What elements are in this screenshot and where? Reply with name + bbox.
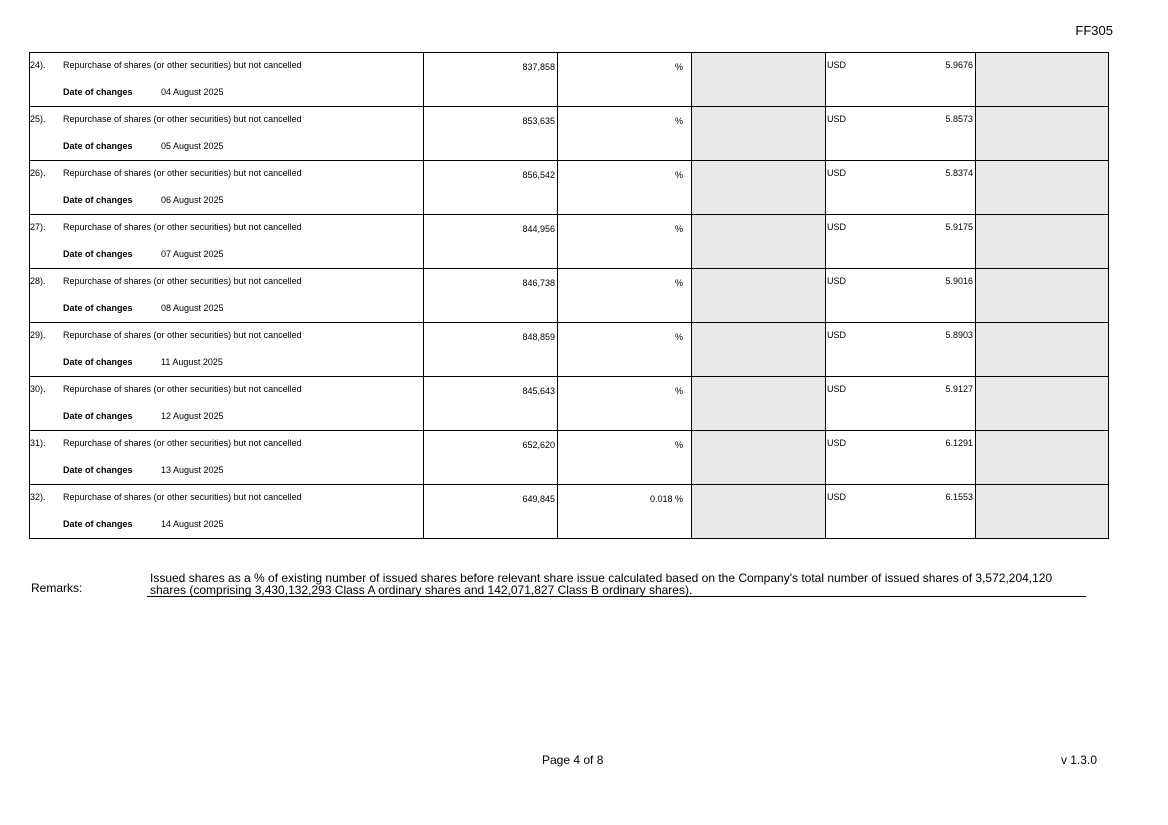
- price-value: 5.9175: [945, 222, 973, 232]
- currency-value: USD: [827, 114, 847, 124]
- percentage-value: %: [674, 224, 683, 234]
- percentage-cell: [558, 323, 692, 377]
- price-cell: [826, 269, 976, 323]
- remarks-label: Remarks:: [31, 581, 83, 595]
- shares-value: 846,738: [522, 278, 555, 288]
- description-cell: [30, 269, 424, 323]
- shares-value: 837,858: [522, 62, 555, 72]
- row-number: 32).: [30, 492, 46, 502]
- date-of-changes-value: 07 August 2025: [161, 249, 224, 259]
- currency-value: USD: [827, 384, 847, 394]
- price-cell: [826, 107, 976, 161]
- table-row: [30, 53, 1109, 107]
- date-of-changes-label: Date of changes: [63, 249, 133, 259]
- shares-cell: [424, 161, 558, 215]
- row-description: Repurchase of shares (or other securities) but not cancelled: [63, 276, 302, 286]
- description-cell: [30, 161, 424, 215]
- row-number: 27).: [30, 222, 46, 232]
- shaded-cell: [976, 53, 1109, 107]
- price-cell: [826, 215, 976, 269]
- share-changes-table: [29, 52, 1109, 539]
- date-of-changes-label: Date of changes: [63, 411, 133, 421]
- shaded-cell: [692, 107, 826, 161]
- form-code: FF305: [1075, 23, 1113, 38]
- shaded-cell: [976, 485, 1109, 539]
- shares-cell: [424, 377, 558, 431]
- row-description: Repurchase of shares (or other securities) but not cancelled: [63, 438, 302, 448]
- price-value: 5.8573: [945, 114, 973, 124]
- row-description: Repurchase of shares (or other securities) but not cancelled: [63, 114, 302, 124]
- row-number: 28).: [30, 276, 46, 286]
- shares-value: 652,620: [522, 440, 555, 450]
- table-row: [30, 377, 1109, 431]
- shares-cell: [424, 323, 558, 377]
- description-cell: [30, 485, 424, 539]
- row-description: Repurchase of shares (or other securities) but not cancelled: [63, 222, 302, 232]
- row-number: 29).: [30, 330, 46, 340]
- price-value: 6.1553: [945, 492, 973, 502]
- description-cell: [30, 431, 424, 485]
- shaded-cell: [692, 53, 826, 107]
- price-value: 5.8903: [945, 330, 973, 340]
- percentage-cell: [558, 485, 692, 539]
- price-value: 5.8374: [945, 168, 973, 178]
- price-value: 5.9127: [945, 384, 973, 394]
- date-of-changes-value: 12 August 2025: [161, 411, 224, 421]
- date-of-changes-label: Date of changes: [63, 303, 133, 313]
- percentage-cell: [558, 161, 692, 215]
- price-cell: [826, 161, 976, 215]
- date-of-changes-label: Date of changes: [63, 87, 133, 97]
- row-number: 25).: [30, 114, 46, 124]
- shaded-cell: [976, 107, 1109, 161]
- table-row: [30, 485, 1109, 539]
- currency-value: USD: [827, 222, 847, 232]
- shares-cell: [424, 431, 558, 485]
- description-cell: [30, 215, 424, 269]
- shares-value: 848,859: [522, 332, 555, 342]
- percentage-cell: [558, 53, 692, 107]
- price-cell: [826, 377, 976, 431]
- row-description: Repurchase of shares (or other securities) but not cancelled: [63, 60, 302, 70]
- date-of-changes-value: 06 August 2025: [161, 195, 224, 205]
- percentage-value: %: [674, 278, 683, 288]
- percentage-cell: [558, 107, 692, 161]
- price-cell: [826, 323, 976, 377]
- page-number: Page 4 of 8: [542, 753, 604, 767]
- description-cell: [30, 107, 424, 161]
- shares-cell: [424, 269, 558, 323]
- date-of-changes-value: 08 August 2025: [161, 303, 224, 313]
- date-of-changes-label: Date of changes: [63, 357, 133, 367]
- shaded-cell: [976, 377, 1109, 431]
- shaded-cell: [692, 485, 826, 539]
- date-of-changes-value: 05 August 2025: [161, 141, 224, 151]
- description-cell: [30, 377, 424, 431]
- shares-cell: [424, 485, 558, 539]
- percentage-cell: [558, 215, 692, 269]
- currency-value: USD: [827, 330, 847, 340]
- shares-value: 649,845: [522, 494, 555, 504]
- shares-value: 844,956: [522, 224, 555, 234]
- shaded-cell: [976, 215, 1109, 269]
- date-of-changes-value: 14 August 2025: [161, 519, 224, 529]
- percentage-cell: [558, 431, 692, 485]
- table-row: [30, 161, 1109, 215]
- shares-cell: [424, 53, 558, 107]
- price-cell: [826, 53, 976, 107]
- table-row: [30, 269, 1109, 323]
- row-number: 31).: [30, 438, 46, 448]
- percentage-cell: [558, 269, 692, 323]
- shaded-cell: [692, 161, 826, 215]
- row-number: 30).: [30, 384, 46, 394]
- price-value: 6.1291: [945, 438, 973, 448]
- row-number: 24).: [30, 60, 46, 70]
- percentage-value: %: [674, 332, 683, 342]
- shaded-cell: [976, 161, 1109, 215]
- table-row: [30, 431, 1109, 485]
- price-cell: [826, 431, 976, 485]
- table-row: [30, 323, 1109, 377]
- row-description: Repurchase of shares (or other securities) but not cancelled: [63, 384, 302, 394]
- shaded-cell: [692, 323, 826, 377]
- row-description: Repurchase of shares (or other securities) but not cancelled: [63, 492, 302, 502]
- shares-cell: [424, 107, 558, 161]
- date-of-changes-label: Date of changes: [63, 141, 133, 151]
- row-number: 26).: [30, 168, 46, 178]
- version-label: v 1.3.0: [1060, 753, 1097, 767]
- shaded-cell: [692, 431, 826, 485]
- percentage-value: %: [674, 440, 683, 450]
- price-value: 5.9676: [945, 60, 973, 70]
- price-cell: [826, 485, 976, 539]
- shaded-cell: [692, 377, 826, 431]
- price-value: 5.9016: [945, 276, 973, 286]
- table-body: [30, 53, 1109, 539]
- table-row: [30, 215, 1109, 269]
- shares-cell: [424, 215, 558, 269]
- table-row: [30, 107, 1109, 161]
- row-description: Repurchase of shares (or other securities) but not cancelled: [63, 168, 302, 178]
- description-cell: [30, 53, 424, 107]
- percentage-value: 0.018 %: [649, 494, 683, 504]
- description-cell: [30, 323, 424, 377]
- shares-value: 845,643: [522, 386, 555, 396]
- remarks-text: Issued shares as a % of existing number of issued shares before relevant share issue calculated based on the Company's total number of issued shares of 3,572,204,120 shares (comprising 3,430,132,293 Class A ordinary shares and 142,071,827 Class B ordinary shares).: [147, 572, 1086, 597]
- date-of-changes-label: Date of changes: [63, 195, 133, 205]
- percentage-value: %: [674, 170, 683, 180]
- row-description: Repurchase of shares (or other securities) but not cancelled: [63, 330, 302, 340]
- currency-value: USD: [827, 492, 847, 502]
- currency-value: USD: [827, 438, 847, 448]
- shares-value: 856,542: [522, 170, 555, 180]
- percentage-value: %: [674, 386, 683, 396]
- shaded-cell: [976, 431, 1109, 485]
- date-of-changes-value: 11 August 2025: [161, 357, 223, 367]
- shaded-cell: [692, 269, 826, 323]
- date-of-changes-label: Date of changes: [63, 519, 133, 529]
- percentage-value: %: [674, 62, 683, 72]
- date-of-changes-label: Date of changes: [63, 465, 133, 475]
- currency-value: USD: [827, 276, 847, 286]
- date-of-changes-value: 04 August 2025: [161, 87, 224, 97]
- currency-value: USD: [827, 168, 847, 178]
- date-of-changes-value: 13 August 2025: [161, 465, 224, 475]
- shares-value: 853,635: [522, 116, 555, 126]
- percentage-cell: [558, 377, 692, 431]
- shaded-cell: [976, 323, 1109, 377]
- shaded-cell: [692, 215, 826, 269]
- shaded-cell: [976, 269, 1109, 323]
- currency-value: USD: [827, 60, 847, 70]
- percentage-value: %: [674, 116, 683, 126]
